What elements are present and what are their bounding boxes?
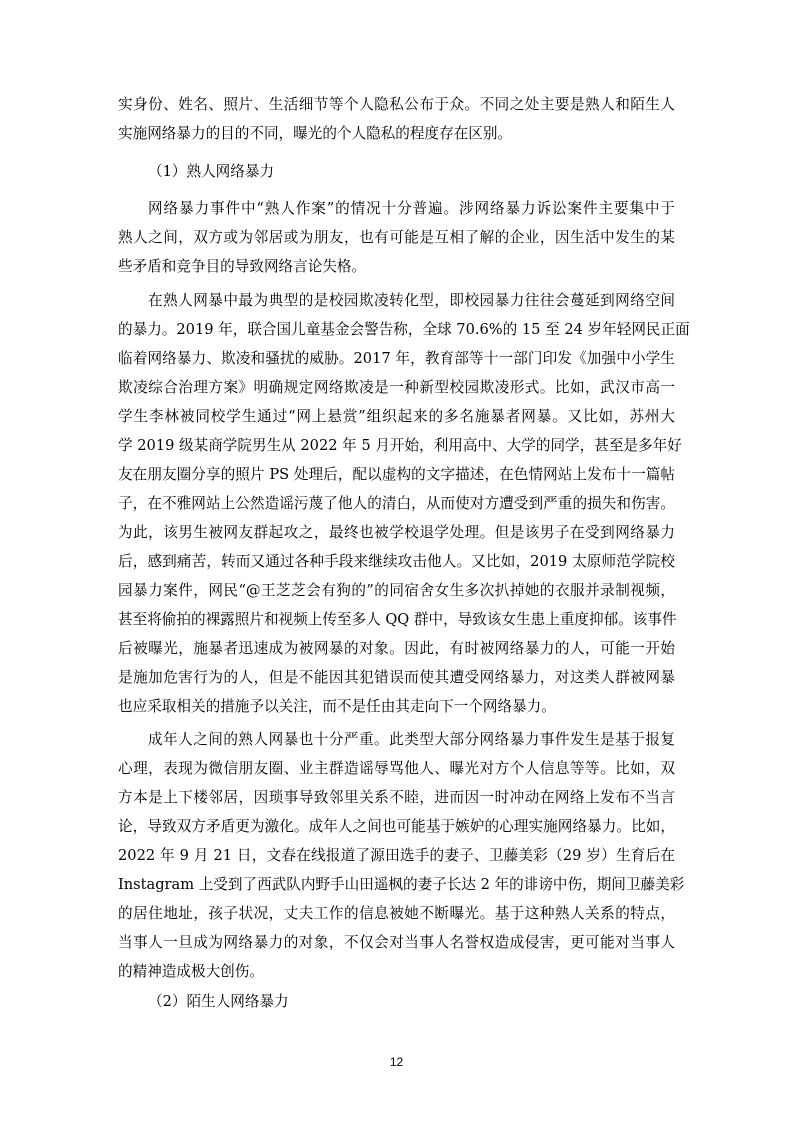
text-line: 的暴力。2019 年，联合国儿童基金会警告称，全球 70.6%的 15 至 24 岁年轻网民正面 [118,321,690,338]
text-line: 学 2019 级某商学院男生从 2022 年 5 月开始，利用高中、大学的同学，甚至是多年好 [118,437,682,454]
text-line: 子，在不雅网站上公然造谣污蔑了他人的清白，从而使对方遭受到严重的损失和伤害。 [118,495,675,512]
text-line: 成年人之间的熟人网暴也十分严重。此类型大部分网络暴力事件发生是基于报复 [148,731,675,748]
text-line: 实身份、姓名、照片、生活细节等个人隐私公布于众。不同之处主要是熟人和陌生人 [118,96,675,113]
text-line: 园暴力案件，网民“@王芝芝会有狗的”的同宿舍女生多次扒掉她的衣服并录制视频， [118,582,675,599]
paragraph [118,194,675,281]
text-line: 后被曝光，施暴者迅速成为被网暴的对象。因此，有时被网络暴力的人，可能一开始 [118,640,675,657]
text-line: 方本是上下楼邻居，因琐事导致邻里关系不睦，进而因一时冲动在网络上发布不当言 [118,789,675,806]
text-line: 的精神造成极大创伤。 [118,963,264,980]
text-line: 实施网络暴力的目的不同，曝光的个人隐私的程度存在区别。 [118,125,513,142]
text-line: 学生李林被同校学生通过“网上悬赏”组织起来的多名施暴者网暴。又比如，苏州大 [118,408,675,425]
text-line: 熟人之间，双方或为邻居或为朋友，也有可能是互相了解的企业，因生活中发生的某 [118,229,675,246]
text-line: 临着网络暴力、欺凌和骚扰的威胁。2017 年，教育部等十一部门印发《加强中小学生 [118,350,675,367]
text-line: 心理，表现为微信朋友圈、业主群造谣辱骂他人、曝光对方个人信息等等。比如，双 [118,760,675,777]
text-line: 是施加危害行为的人，但是不能因其犯错误而使其遭受网络暴力，对这类人群被网暴 [118,669,675,686]
text-line: Instagram 上受到了西武队内野手山田遥枫的妻子长达 2 年的诽谤中伤，期间卫藤美彩 [118,876,685,893]
text-line: 后，感到痛苦，转而又通过各种手段来继续攻击他人。又比如，2019 太原师范学院校 [118,553,675,570]
text-line: 欺凌综合治理方案》明确规定网络欺凌是一种新型校园欺凌形式。比如，武汉市高一 [118,379,675,396]
text-line: 甚至将偷拍的裸露照片和视频上传至多人 QQ 群中，导致该女生患上重度抑郁。该事件 [118,611,677,628]
page-number: 12 [389,1055,404,1069]
text-line: 2022 年 9 月 21 日，文春在线报道了源田选手的妻子、卫藤美彩（29 岁）生育后在 [118,847,675,864]
intro-paragraph [118,90,675,148]
text-line: 在熟人网暴中最为典型的是校园欺凌转化型，即校园暴力往往会蔓延到网络空间 [148,292,675,309]
paragraph [118,725,685,986]
body-text [118,90,690,1016]
text-line: 当事人一旦成为网络暴力的对象，不仅会对当事人名誉权造成侵害，更可能对当事人 [118,934,675,951]
text-line: 友在朋友圈分享的照片 PS 处理后，配以虚构的文字描述，在色情网站上发布十一篇帖 [118,466,675,483]
text-line: 的居住地址，孩子状况，丈夫工作的信息被她不断曝光。基于这种熟人关系的特点， [118,905,675,922]
text-line: 网络暴力事件中“熟人作案”的情况十分普遍。涉网络暴力诉讼案件主要集中于 [148,200,675,217]
text-line: 些矛盾和竞争目的导致网络言论失格。 [118,258,367,275]
section-1-heading: （1）熟人网络暴力 [148,163,275,180]
text-line: 论，导致双方矛盾更为激化。成年人之间也可能基于嫉妒的心理实施网络暴力。比如， [118,818,675,835]
text-line: 也应采取相关的措施予以关注，而不是任由其走向下一个网络暴力。 [118,698,556,715]
section-2-heading: （2）陌生人网络暴力 [148,993,289,1010]
text-line: 为此，该男生被网友群起攻之，最终也被学校退学处理。但是该男子在受到网络暴力 [118,524,675,541]
paragraph [118,286,690,721]
